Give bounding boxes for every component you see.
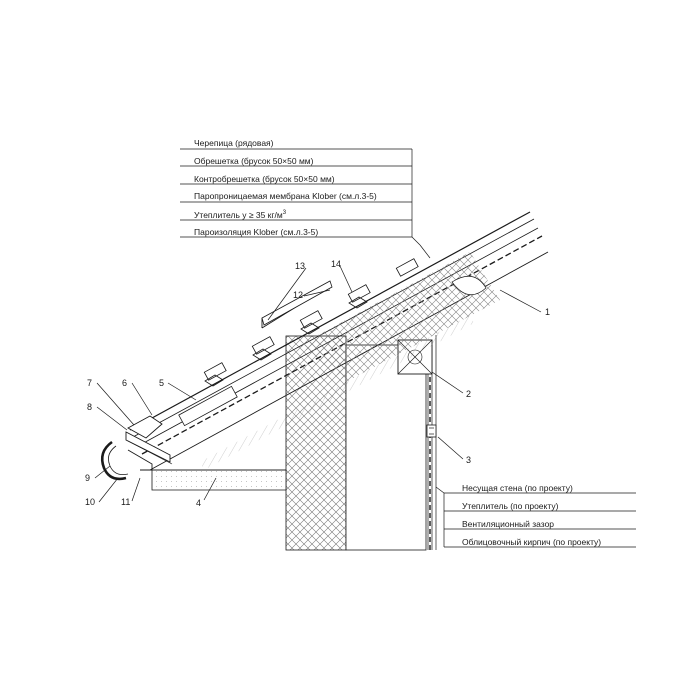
callout-2: 2 [466, 389, 472, 399]
callout-6: 6 [122, 378, 128, 388]
callout-7: 7 [87, 378, 93, 388]
ridge-support-lines [262, 281, 332, 328]
callout-4: 4 [196, 498, 202, 508]
callout-8: 8 [87, 402, 93, 412]
legend-item-wall-insulation: Утеплитель (по проекту) [462, 501, 559, 511]
legend-item-membrane: Паропроницаемая мембрана Klober (см.л.3-5) [194, 191, 377, 201]
callout-10: 10 [85, 497, 96, 507]
legend-item-counter-batten: Контробрешетка (брусок 50×50 мм) [194, 174, 335, 184]
legend-item-vapour-barrier: Пароизоляция Klober (см.л.3-5) [194, 227, 319, 237]
callout-9: 9 [85, 473, 91, 483]
legend-item-batten: Обрешетка (брусок 50×50 мм) [194, 156, 314, 166]
legend-superscript: 3 [282, 210, 287, 216]
legend-item-bearing-wall: Несущая стена (по проекту) [462, 483, 573, 493]
callout-13: 13 [295, 261, 306, 271]
legend-item-vent-gap: Вентиляционный зазор [462, 519, 555, 529]
legend-item-tile: Черепица (рядовая) [194, 138, 274, 148]
callout-3: 3 [466, 455, 472, 465]
callout-12: 12 [293, 290, 304, 300]
legend-item-insulation: Утеплитель y ≥ 35 $кг/м^3$ [194, 209, 287, 220]
callout-11: 11 [121, 497, 131, 507]
callout-1: 1 [545, 307, 551, 317]
callout-5: 5 [159, 378, 165, 388]
callout-14: 14 [331, 259, 342, 269]
legend-item-facing-brick: Облицовочный кирпич (по проекту) [462, 537, 602, 547]
